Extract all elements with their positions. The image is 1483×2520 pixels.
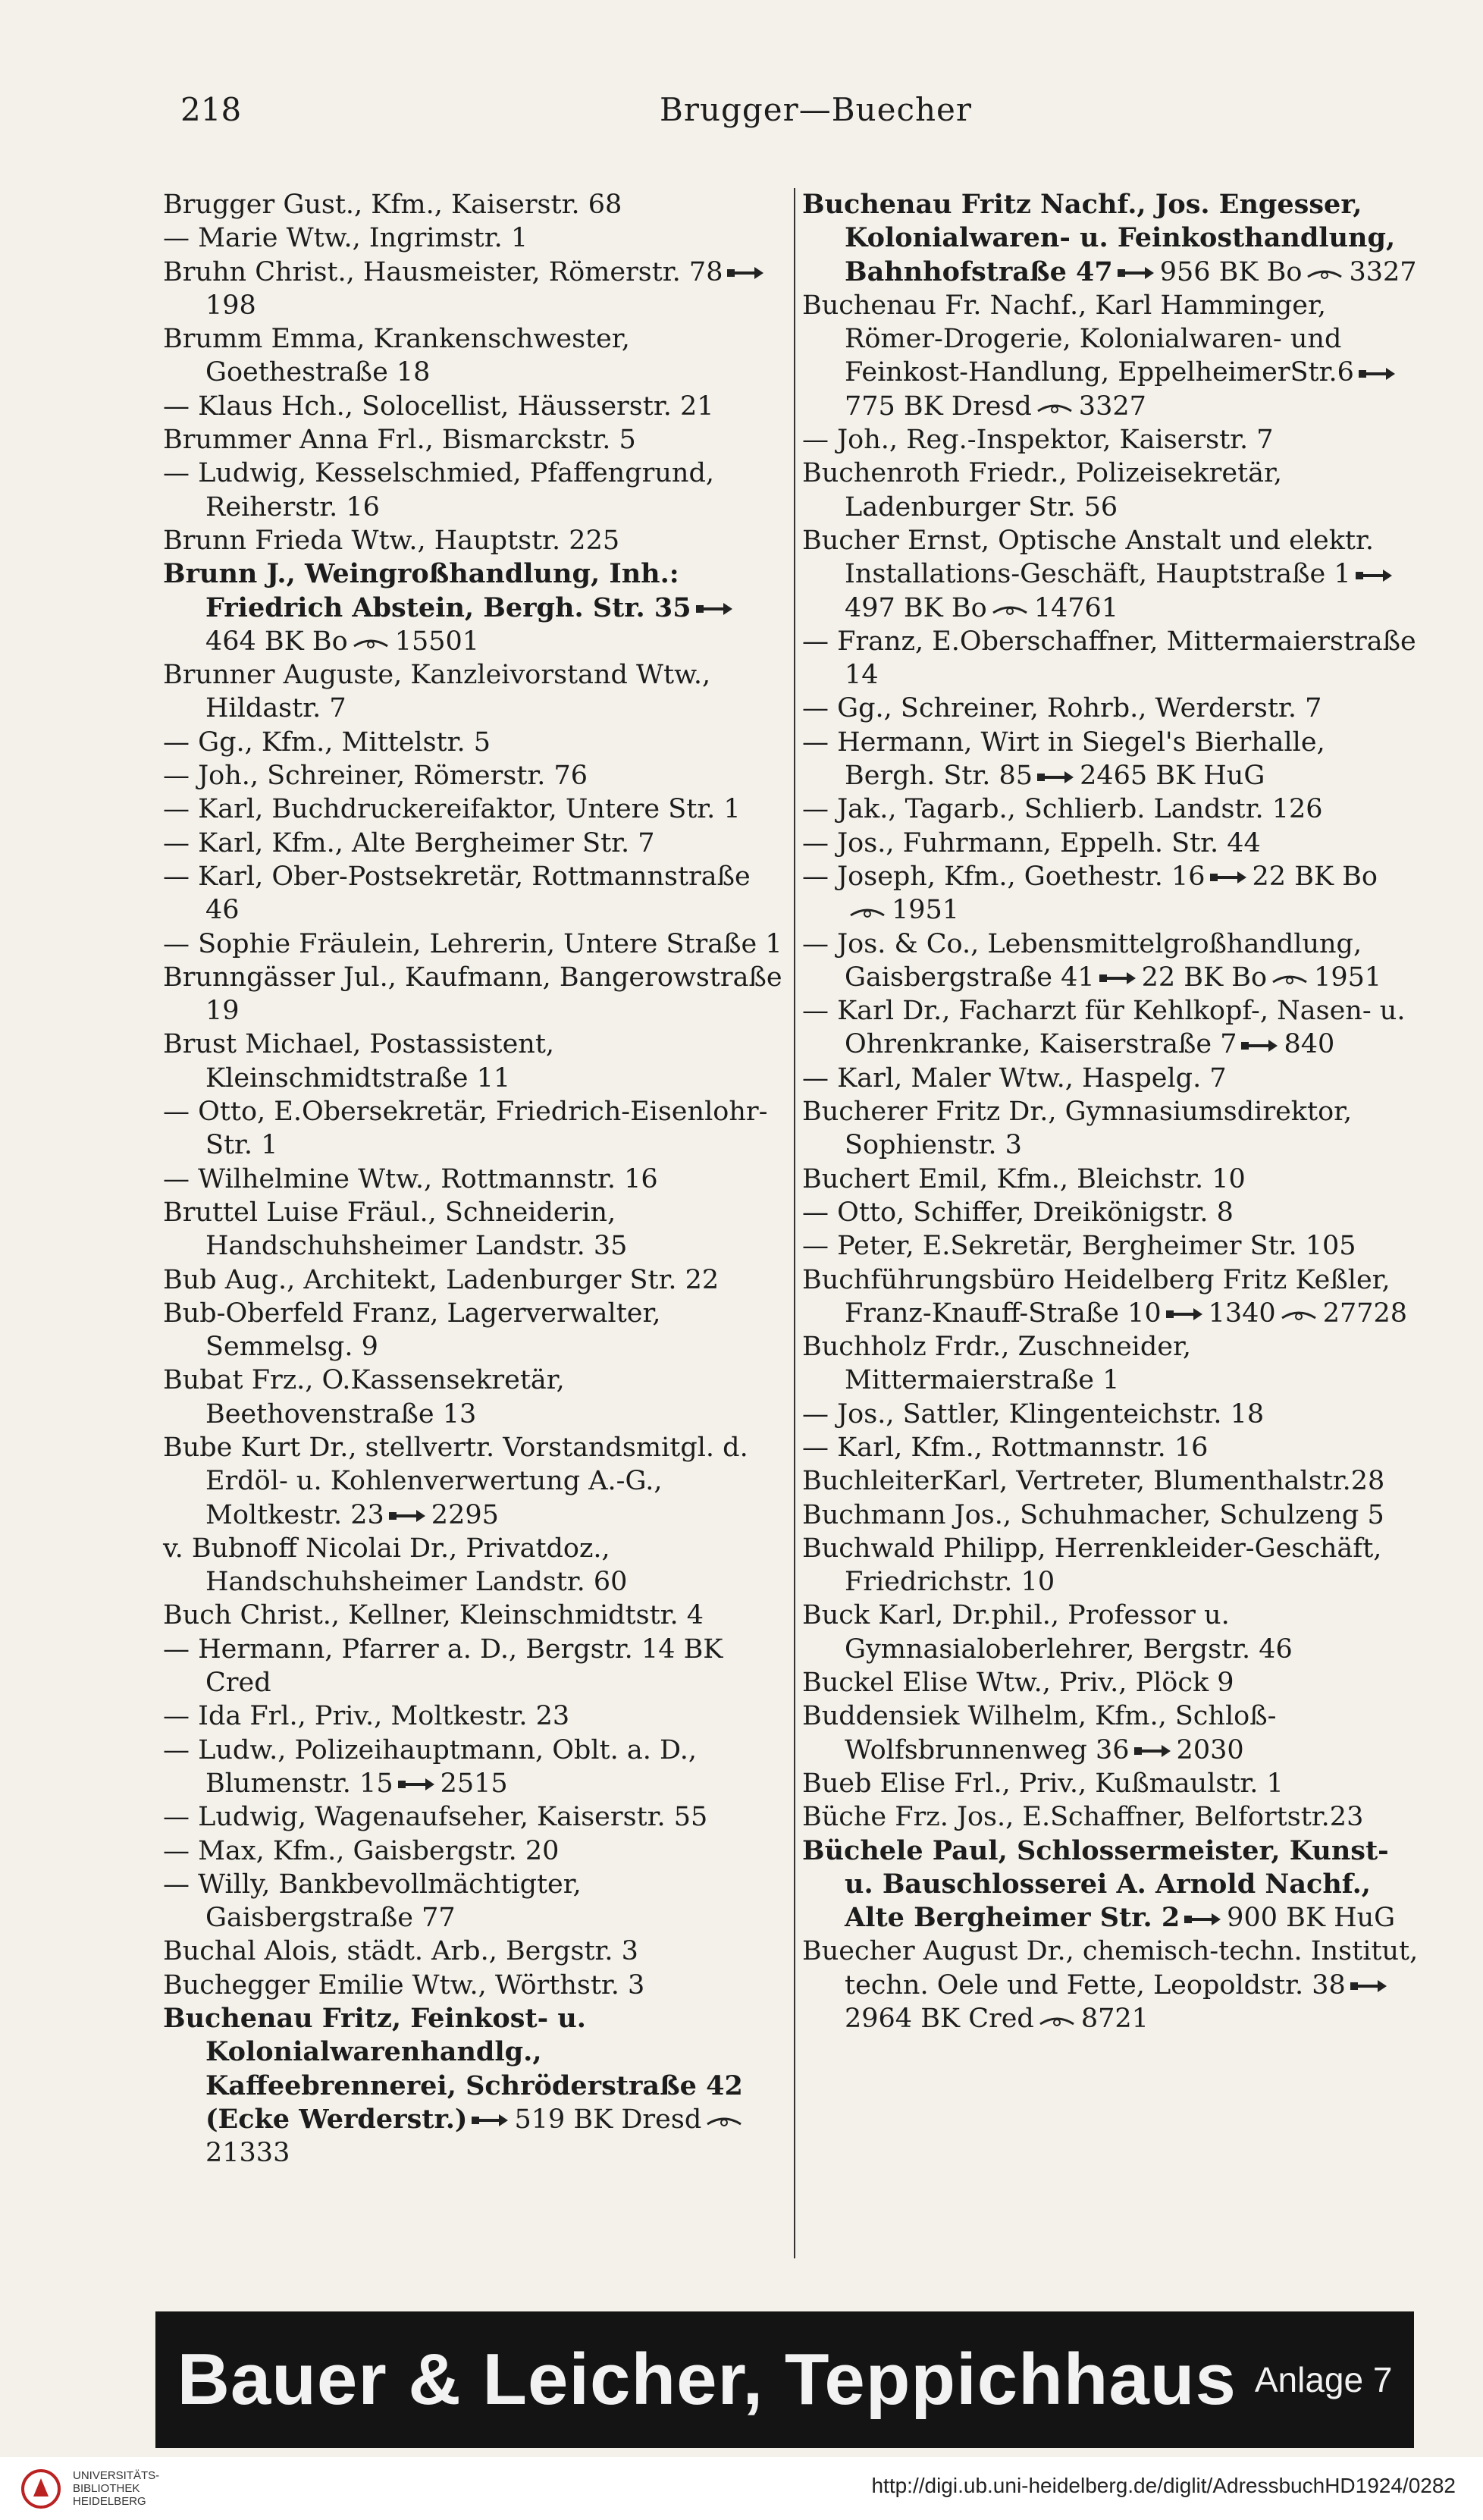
entry-text: BuchleiterKarl, Vertreter, Blumenthalstr.28	[802, 1466, 1385, 1497]
entry-text: — Max, Kfm., Gaisbergstr. 20	[163, 1835, 560, 1866]
directory-entry	[163, 1834, 785, 1868]
directory-entry	[802, 1935, 1424, 2035]
entry-text: Bruhn Christ., Hausmeister, Römerstr. 78	[163, 256, 723, 287]
telegraph-number: 27728	[1322, 1298, 1408, 1329]
telegraph-number: 14761	[1033, 592, 1119, 623]
telegraph-number: 3327	[1078, 391, 1146, 422]
telegraph-number: 3327	[1349, 256, 1417, 287]
directory-entry	[163, 524, 785, 557]
telegraph-icon	[704, 2112, 744, 2129]
footer	[0, 2457, 1483, 2520]
directory-entry	[163, 1800, 785, 1834]
directory-entry	[163, 2002, 785, 2170]
entry-text: Buchenau Fr. Nachf., Karl Hamminger, Römer-Drogerie, Kolonialwaren- und Feinkost-Handlung, EppelheimerStr.6	[802, 290, 1354, 388]
entry-text: Bub-Oberfeld Franz, Lagerverwalter, Semmelsg. 9	[163, 1298, 661, 1363]
telegraph-icon	[1037, 2012, 1077, 2029]
entry-text: Buchführungsbüro Heidelberg Fritz Keßler, Franz-Knauff-Straße 10	[802, 1264, 1391, 1329]
entry-text: Buch Christ., Kellner, Kleinschmidtstr. 4	[163, 1600, 704, 1631]
directory-entry	[163, 221, 785, 255]
library-name	[73, 2469, 159, 2508]
entry-text: Bucher Ernst, Optische Anstalt und elektr. Installations-Geschäft, Hauptstraße 1	[802, 525, 1374, 590]
directory-entry	[163, 1095, 785, 1163]
telegraph-number: 1951	[1314, 962, 1382, 993]
directory-entry	[163, 1969, 785, 2002]
directory-entry	[163, 390, 785, 423]
directory-entry	[163, 1699, 785, 1733]
directory-entry	[802, 524, 1424, 625]
directory-entry	[802, 1767, 1424, 1800]
entry-text: Büche Frz. Jos., E.Schaffner, Belfortstr.23	[802, 1802, 1364, 1833]
entry-text: Bruttel Luise Fräul., Schneiderin, Handschuhsheimer Landstr. 35	[163, 1197, 628, 1262]
directory-entry	[802, 692, 1424, 725]
entry-text: — Gg., Schreiner, Rohrb., Werderstr. 7	[802, 693, 1322, 724]
directory-entry	[163, 1364, 785, 1431]
directory-entry	[163, 759, 785, 792]
telephone-icon	[1357, 366, 1397, 382]
entry-text: Buck Karl, Dr.phil., Professor u. Gymnasialoberlehrer, Bergstr. 46	[802, 1600, 1293, 1665]
directory-entry	[802, 726, 1424, 793]
entry-text: — Otto, Schiffer, Dreikönigstr. 8	[802, 1197, 1234, 1228]
phone-number: 2030	[1176, 1734, 1244, 1765]
directory-entry	[163, 322, 785, 390]
directory-entry	[163, 726, 785, 759]
entry-text: — Joh., Schreiner, Römerstr. 76	[163, 761, 588, 792]
entry-text: Buchegger Emilie Wtw., Wörthstr. 3	[163, 1969, 645, 2001]
directory-entry	[163, 658, 785, 726]
telephone-icon	[1349, 1978, 1388, 1994]
phone-number: 775 BK Dresd	[845, 391, 1032, 422]
source-link[interactable]: http://digi.ub.uni-heidelberg.de/diglit/AdressbuchHD1924/0282	[871, 2474, 1456, 2497]
entry-text: Bube Kurt Dr., stellvertr. Vorstandsmitgl. d. Erdöl- u. Kohlenverwertung A.-G., Moltkestr. 23	[163, 1432, 748, 1530]
phone-number: 956 BK Bo	[1159, 256, 1303, 287]
entry-text: — Peter, E.Sekretär, Bergheimer Str. 105	[802, 1231, 1356, 1262]
ad-text: Bauer & Leicher, Teppichhaus	[177, 2339, 1237, 2420]
phone-number: 1340	[1208, 1298, 1276, 1329]
directory-entry	[163, 927, 785, 961]
directory-entry	[802, 1095, 1424, 1163]
telephone-icon	[1098, 970, 1137, 987]
directory-entry	[802, 792, 1424, 826]
entry-text: Buchwald Philipp, Herrenkleider-Geschäft, Friedrichstr. 10	[802, 1533, 1382, 1598]
library-line: HEIDELBERG	[73, 2495, 146, 2508]
telephone-icon	[694, 601, 734, 617]
entry-text: — Hermann, Pfarrer a. D., Bergstr. 14 BK Cred	[163, 1633, 723, 1699]
entry-text: Brunn Frieda Wtw., Hauptstr. 225	[163, 525, 620, 556]
directory-entry	[802, 1834, 1424, 1935]
directory-entry	[163, 188, 785, 221]
entry-text: — Jak., Tagarb., Schlierb. Landstr. 126	[802, 794, 1323, 825]
entry-text: Brummer Anna Frl., Bismarckstr. 5	[163, 425, 636, 456]
entry-text: Brust Michael, Postassistent, Kleinschmidtstraße 11	[163, 1029, 555, 1094]
directory-entry	[163, 1935, 785, 1968]
directory-entry	[163, 1599, 785, 1632]
directory-entry	[802, 1699, 1424, 1767]
telephone-icon	[470, 2112, 509, 2129]
telephone-icon	[726, 265, 765, 281]
telegraph-number: 8721	[1080, 2004, 1149, 2035]
entry-text: Buchert Emil, Kfm., Bleichstr. 10	[802, 1163, 1246, 1194]
telegraph-icon	[1270, 970, 1309, 987]
telegraph-number: 15501	[394, 626, 480, 657]
entry-text: — Karl, Kfm., Rottmannstr. 16	[802, 1432, 1209, 1463]
directory-entry	[163, 1532, 785, 1599]
telephone-icon	[1036, 769, 1075, 786]
directory-entry	[163, 1431, 785, 1532]
telephone-icon	[1165, 1306, 1204, 1323]
entry-text: — Karl Dr., Facharzt für Kehlkopf-, Nasen- u. Ohrenkranke, Kaiserstraße 7	[802, 996, 1406, 1060]
telephone-icon	[1116, 265, 1155, 281]
directory-entry	[163, 827, 785, 860]
directory-entry	[163, 961, 785, 1028]
library-seal-icon	[20, 2468, 62, 2510]
phone-number: 900 BK HuG	[1227, 1903, 1396, 1934]
entry-text: Brunner Auguste, Kanzleivorstand Wtw., Hildastr. 7	[163, 660, 711, 724]
directory-entry	[163, 792, 785, 826]
entry-text: — Wilhelmine Wtw., Rottmannstr. 16	[163, 1163, 658, 1194]
directory-entry	[802, 1062, 1424, 1095]
directory-entry	[802, 1163, 1424, 1196]
directory-entry	[163, 557, 785, 658]
entry-text: — Karl, Kfm., Alte Bergheimer Str. 7	[163, 827, 655, 858]
directory-entry	[163, 1734, 785, 1801]
running-head: Brugger—Buecher	[660, 91, 972, 128]
entry-text: Bucherer Fritz Dr., Gymnasiumsdirektor, Sophienstr. 3	[802, 1097, 1353, 1161]
entry-text: — Ida Frl., Priv., Moltkestr. 23	[163, 1701, 570, 1732]
entry-text: Buchholz Frdr., Zuschneider, Mittermaierstraße 1	[802, 1332, 1192, 1396]
entry-text: — Hermann, Wirt in Siegel's Bierhalle, Bergh. Str. 85	[802, 727, 1325, 792]
entry-text: — Marie Wtw., Ingrimstr. 1	[163, 223, 528, 254]
library-line: BIBLIOTHEK	[73, 2482, 140, 2495]
telegraph-icon	[848, 903, 887, 920]
entry-text: Buddensiek Wilhelm, Kfm., Schloß-Wolfsbrunnenweg 36	[802, 1701, 1277, 1765]
entry-text: Bueb Elise Frl., Priv., Kußmaulstr. 1	[802, 1768, 1284, 1799]
directory-entry	[802, 927, 1424, 995]
telegraph-number: 1951	[892, 895, 960, 926]
directory-entry	[802, 1599, 1424, 1666]
phone-number: 464 BK Bo	[205, 626, 348, 657]
telegraph-icon	[1035, 399, 1074, 416]
entry-text: — Ludwig, Kesselschmied, Pfaffengrund, Reiherstr. 16	[163, 458, 714, 523]
directory-entry	[802, 1330, 1424, 1398]
phone-number: 2964 BK Cred	[845, 2004, 1034, 2035]
phone-number: 198	[205, 290, 256, 321]
directory-entry	[802, 1464, 1424, 1498]
directory-entry	[163, 457, 785, 524]
telephone-icon	[387, 1508, 427, 1524]
phone-number: 2465 BK HuG	[1080, 761, 1265, 792]
telegraph-icon	[1305, 265, 1344, 281]
directory-entry	[163, 1297, 785, 1364]
directory-entry	[802, 1263, 1424, 1331]
phone-number: 519 BK Dresd	[514, 2104, 702, 2135]
entry-text: — Jos., Fuhrmann, Eppelh. Str. 44	[802, 827, 1261, 858]
directory-entry	[802, 1499, 1424, 1532]
directory-entry	[802, 289, 1424, 423]
entry-text: Buecher August Dr., chemisch-techn. Institut, techn. Oele und Fette, Leopoldstr. 38	[802, 1936, 1419, 2001]
phone-number: 2515	[440, 1768, 508, 1799]
entry-text: — Joseph, Kfm., Goethestr. 16	[802, 861, 1206, 892]
entry-text: Buckel Elise Wtw., Priv., Plöck 9	[802, 1668, 1234, 1699]
entry-text: Bubat Frz., O.Kassensekretär, Beethovenstraße 13	[163, 1365, 565, 1429]
directory-entry	[802, 1532, 1424, 1599]
directory-entry	[163, 256, 785, 323]
entry-text: Buchmann Jos., Schuhmacher, Schulzeng 5	[802, 1499, 1384, 1530]
entry-text: — Karl, Maler Wtw., Haspelg. 7	[802, 1062, 1227, 1094]
phone-number: 22 BK Bo	[1141, 962, 1268, 993]
directory-entry	[802, 1666, 1424, 1699]
entry-text: Brunn J., Weingroßhandlung, Inh.: Friedrich Abstein, Bergh. Str. 35	[163, 558, 691, 623]
entry-text: — Ludwig, Wagenaufseher, Kaiserstr. 55	[163, 1802, 708, 1833]
directory-entry	[802, 1431, 1424, 1464]
telephone-icon	[1133, 1743, 1172, 1759]
phone-number: 497 BK Bo	[845, 592, 987, 623]
directory-entry	[802, 1196, 1424, 1229]
directory-entry	[802, 423, 1424, 457]
entry-text: Brumm Emma, Krankenschwester, Goethestraße 18	[163, 324, 630, 388]
right-column	[802, 188, 1424, 2035]
entry-text: — Ludw., Polizeihauptmann, Oblt. a. D., Blumenstr. 15	[163, 1734, 698, 1799]
entry-text: — Gg., Kfm., Mittelstr. 5	[163, 727, 491, 758]
entry-text: Brunngässer Jul., Kaufmann, Bangerowstraße 19	[163, 962, 782, 1027]
directory-entry	[163, 1028, 785, 1095]
directory-entry	[802, 188, 1424, 289]
entry-text: — Joh., Reg.-Inspektor, Kaiserstr. 7	[802, 425, 1274, 456]
telegraph-icon	[990, 601, 1030, 617]
telegraph-icon	[1279, 1306, 1318, 1323]
entry-text: — Karl, Buchdruckereifaktor, Untere Str. 1	[163, 794, 741, 825]
entry-text: — Otto, E.Obersekretär, Friedrich-Eisenlohr-Str. 1	[163, 1097, 768, 1161]
entry-text: Buchenroth Friedr., Polizeisekretär, Ladenburger Str. 56	[802, 458, 1282, 523]
telegraph-number: 21333	[205, 2138, 290, 2169]
telegraph-icon	[351, 634, 390, 651]
directory-entry	[802, 625, 1424, 692]
entry-text: — Klaus Hch., Solocellist, Häusserstr. 21	[163, 391, 714, 422]
entry-text: — Willy, Bankbevollmächtigter, Gaisbergstraße 77	[163, 1869, 582, 1934]
telephone-icon	[1209, 869, 1248, 886]
telephone-icon	[397, 1776, 436, 1793]
page-header	[0, 0, 1483, 152]
entry-text: Buchenau Fritz, Feinkost- u. Kolonialwarenhandlg., Kaffeebrennerei, Schröderstraße 42 (Ecke Werderstr.)	[163, 2003, 743, 2135]
directory-entry	[802, 1229, 1424, 1263]
telephone-icon	[1240, 1037, 1279, 1054]
phone-number: 2295	[431, 1499, 499, 1530]
phone-number: 22 BK Bo	[1252, 861, 1378, 892]
entry-text: — Jos., Sattler, Klingenteichstr. 18	[802, 1398, 1265, 1429]
directory-entry	[802, 860, 1424, 927]
entry-text: Brugger Gust., Kfm., Kaiserstr. 68	[163, 190, 622, 220]
library-line: UNIVERSITÄTS-	[73, 2469, 160, 2482]
entry-text: Bub Aug., Architekt, Ladenburger Str. 22	[163, 1264, 720, 1295]
entry-text: — Franz, E.Oberschaffner, Mittermaierstraße 14	[802, 626, 1416, 691]
column-divider	[794, 188, 795, 2258]
telephone-icon	[1354, 567, 1394, 584]
directory-entry	[163, 1633, 785, 1700]
entry-text: v. Bubnoff Nicolai Dr., Privatdoz., Handschuhsheimer Landstr. 60	[163, 1533, 628, 1598]
directory-entry	[163, 1163, 785, 1196]
directory-entry	[163, 1868, 785, 1935]
entry-text: — Jos. & Co., Lebensmittelgroßhandlung, Gaisbergstraße 41	[802, 928, 1362, 993]
entry-text: Buchal Alois, städt. Arb., Bergstr. 3	[163, 1936, 638, 1967]
directory-entry	[802, 1800, 1424, 1834]
page-number: 218	[180, 91, 242, 128]
entry-text: — Karl, Ober-Postsekretär, Rottmannstraße 46	[163, 861, 751, 926]
directory-entry	[802, 827, 1424, 860]
directory-entry	[802, 1398, 1424, 1431]
entry-text: — Sophie Fräulein, Lehrerin, Untere Straße 1	[163, 928, 782, 959]
ad-subtext: Anlage 7	[1254, 2360, 1393, 2399]
advertisement-banner	[155, 2311, 1414, 2448]
telephone-icon	[1183, 1911, 1222, 1928]
directory-entry	[802, 994, 1424, 1062]
directory-entry	[163, 1263, 785, 1297]
directory-entry	[163, 1196, 785, 1263]
entry-text: Büchele Paul, Schlossermeister, Kunst- u. Bauschlosserei A. Arnold Nachf., Alte Bergheimer Str. 2	[802, 1834, 1389, 1934]
directory-entry	[163, 423, 785, 457]
directory-entry	[163, 860, 785, 927]
phone-number: 840	[1284, 1029, 1335, 1060]
entry-text: Buchenau Fritz Nachf., Jos. Engesser, Kolonialwaren- u. Feinkosthandlung, Bahnhofstraße 47	[802, 189, 1396, 287]
directory-entry	[802, 457, 1424, 524]
left-column	[163, 188, 785, 2170]
